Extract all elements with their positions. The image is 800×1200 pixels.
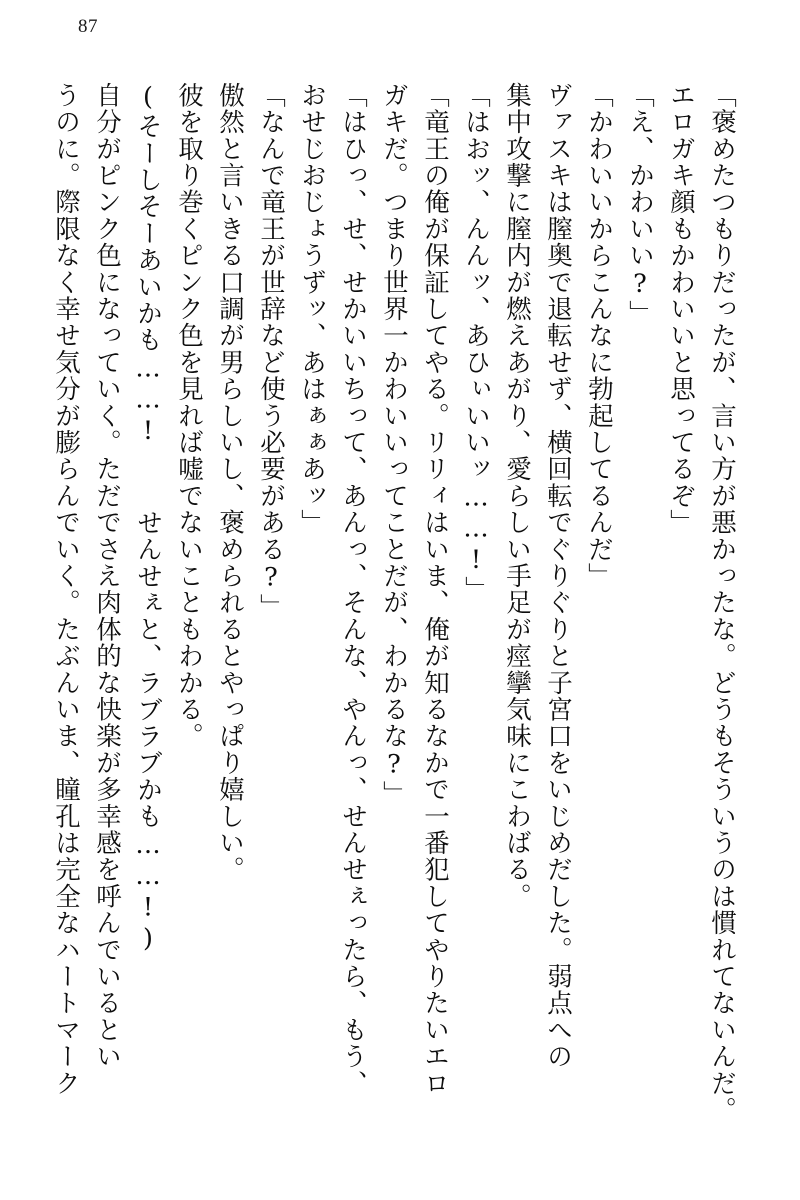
text-line: 「え、かわいい?」 <box>625 82 655 327</box>
text-line: ヴァスキは膣奥で退転せず、横回転でぐりぐりと子宮口をいじめだした。弱点への <box>543 82 573 1070</box>
text-line: 自分がピンク色になっていく。ただでさえ肉体的な快楽が多幸感を呼んでいるとい <box>92 82 122 1070</box>
text-line: エロガキ顔もかわいいと思ってるぞ」 <box>666 82 696 536</box>
text-line: 「はおッ、んんッ、あひぃいいッ……!」 <box>461 82 491 603</box>
text-line: 「なんで竜王が世辞など使う必要がある?」 <box>256 82 286 621</box>
vertical-text-body <box>52 82 742 1150</box>
text-line: ガキだ。つまり世界一かわいいってことだが、わかるな?」 <box>379 82 409 808</box>
text-line: 「はひっ、せ、せかいいちって、あんっ、そんな、やんっ、せんせぇったら、もう、 <box>338 82 368 1097</box>
text-line: うのに。際限なく幸せ気分が膨らんでいく。たぶんいま、瞳孔は完全なハートマーク <box>51 82 81 1097</box>
page-number: 87 <box>78 16 98 37</box>
text-line: 彼を取り巻くピンク色を見れば嘘でないこともわかる。 <box>174 82 204 750</box>
text-line: 「褒めたつもりだったが、言い方が悪かったな。どうもそういうのは慣れてないんだ。 <box>707 82 737 1124</box>
text-line: 傲然と言いきる口調が男らしいし、褒められるとやっぱり嬉しい。 <box>215 82 245 883</box>
text-line: (そーしそーあいかも……! せんせぇと、ラブラブかも……!) <box>133 82 163 955</box>
text-line: 「竜王の俺が保証してやる。リリィはいま、俺が知るなかで一番犯してやりたいエロ <box>420 82 450 1097</box>
text-line: 集中攻撃に膣内が燃えあがり、愛らしい手足が痙攣気味にこわばる。 <box>502 82 532 910</box>
text-line: おせじおじょうずッ、あはぁぁあッ」 <box>297 82 327 536</box>
text-line: 「かわいいからこんなに勃起してるんだ」 <box>584 82 614 590</box>
